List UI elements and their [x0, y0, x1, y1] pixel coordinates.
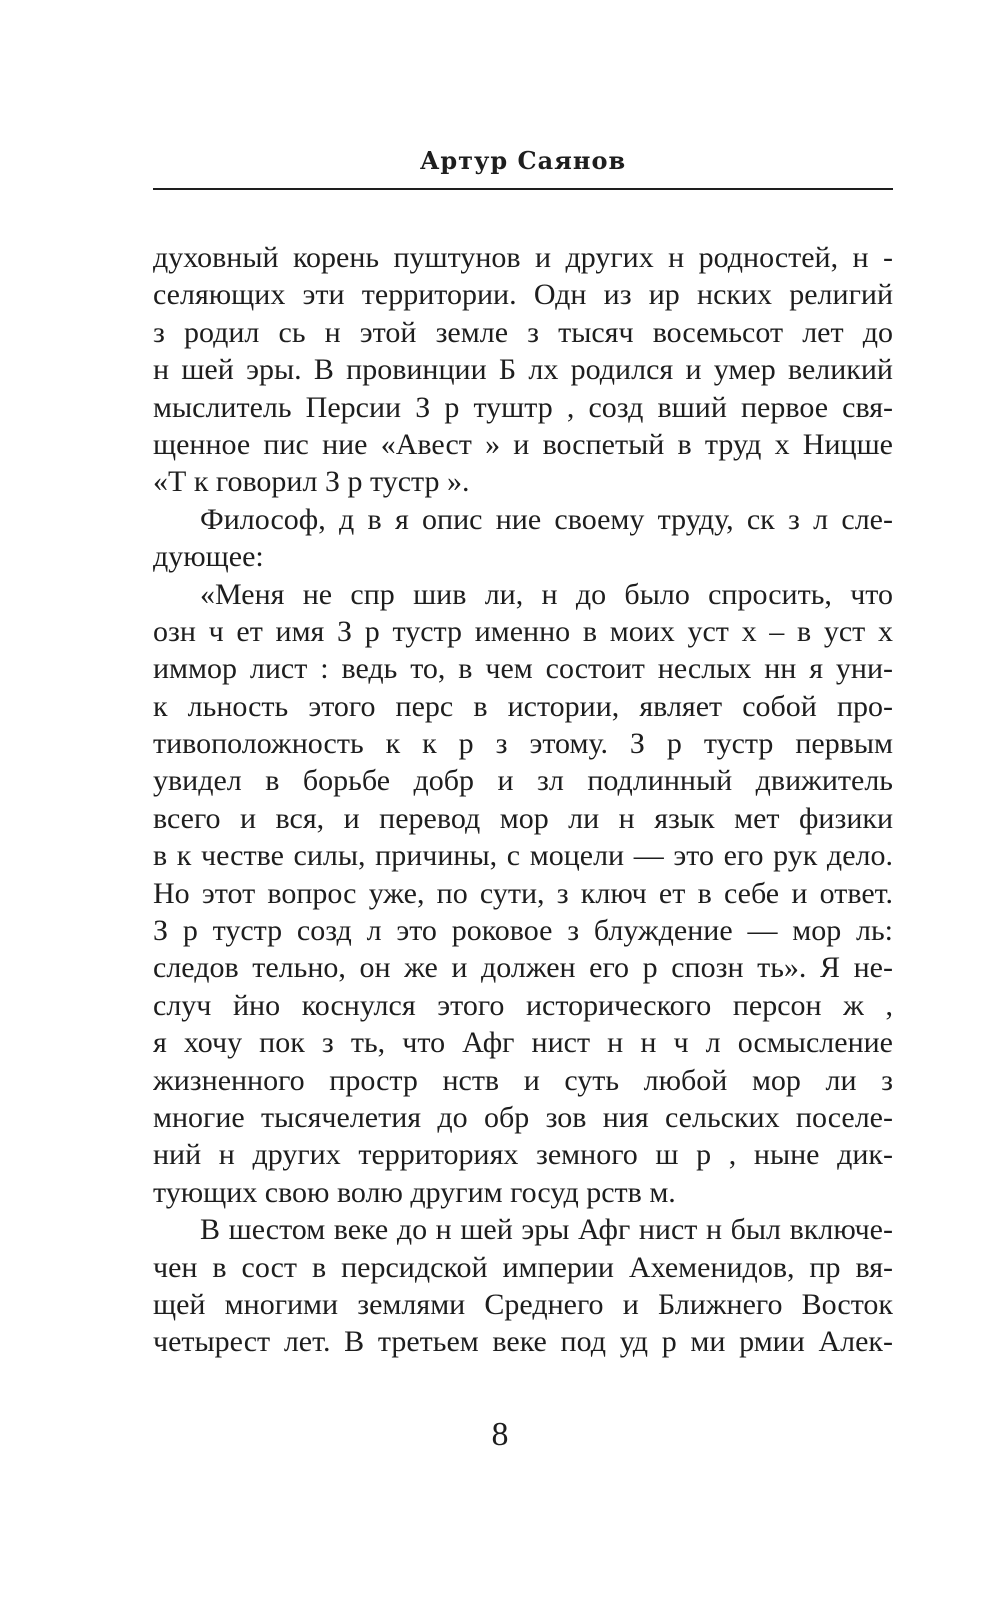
text-line: жизненного простр нств и суть любой мор ли з — [153, 1063, 893, 1097]
text-line: дующее: — [153, 540, 264, 574]
text-line: Но этот вопрос уже, по сути, з ключ ет в себе и ответ. — [153, 876, 893, 910]
text-line: з родил сь н этой земле з тысяч восемьсот лет до — [153, 315, 893, 349]
text-line: З р тустр созд л это роковое з блуждение — мор ль: — [153, 914, 893, 948]
body-text — [153, 239, 893, 1361]
text-line: «Меня не спр шив ли, н до было спросить, что — [200, 577, 893, 611]
text-line: н шей эры. В провинции Б лх родился и умер великий — [153, 353, 893, 387]
text-line: духовный корень пуштунов и других н родностей, н - — [153, 241, 893, 274]
text-line: тивоположность к к р з этому. З р тустр первым — [153, 727, 893, 761]
text-line: четырест лет. В третьем веке под уд р ми рмии Алек- — [153, 1325, 893, 1359]
text-line: мыслитель Персии З р туштр , созд вший первое свя- — [153, 390, 893, 424]
text-line: к льность этого перс в истории, являет собой про- — [153, 689, 893, 723]
text-line: «Т к говорил З р тустр ». — [153, 465, 470, 499]
text-line: тующих свою волю другим госуд рств м. — [153, 1175, 676, 1209]
text-line: озн ч ет имя З р тустр именно в моих уст х – в уст х — [153, 614, 893, 648]
text-line: ний н других территориях земного ш р , ныне дик- — [153, 1138, 893, 1172]
text-line: случ йно коснулся этого исторического персон ж , — [153, 988, 893, 1022]
text-line: щенное пис ние «Авест » и воспетый в труд х Ницше — [153, 427, 893, 461]
text-line: селяющих эти территории. Одн из ир нских религий — [153, 278, 893, 312]
page-number: 8 — [491, 1416, 509, 1453]
text-line: многие тысячелетия до обр зов ния сельских поселе- — [153, 1100, 893, 1134]
text-line: чен в сост в персидской империи Ахеменидов, пр вя- — [153, 1250, 893, 1284]
text-line: Философ, д в я опис ние своему труду, ск з л сле- — [200, 502, 893, 536]
running-head: Артур Саянов — [419, 146, 627, 175]
text-line: увидел в борьбе добр и зл подлинный движитель — [153, 764, 893, 798]
header-rule — [153, 188, 893, 190]
text-line: щей многими землями Среднего и Ближнего Восток — [153, 1287, 893, 1321]
text-line: следов тельно, он же и должен его р спозн ть». Я не- — [153, 951, 893, 985]
text-line: иммор лист : ведь то, в чем состоит неслых нн я уни- — [153, 652, 893, 686]
text-line: в к честве силы, причины, с моцели — это его рук дело. — [153, 839, 893, 873]
text-line: В шестом веке до н шей эры Афг нист н был включе- — [200, 1213, 893, 1247]
text-line: всего и вся, и перевод мор ли н язык мет физики — [153, 801, 893, 835]
text-line: я хочу пок з ть, что Афг нист н н ч л осмысление — [153, 1026, 893, 1060]
